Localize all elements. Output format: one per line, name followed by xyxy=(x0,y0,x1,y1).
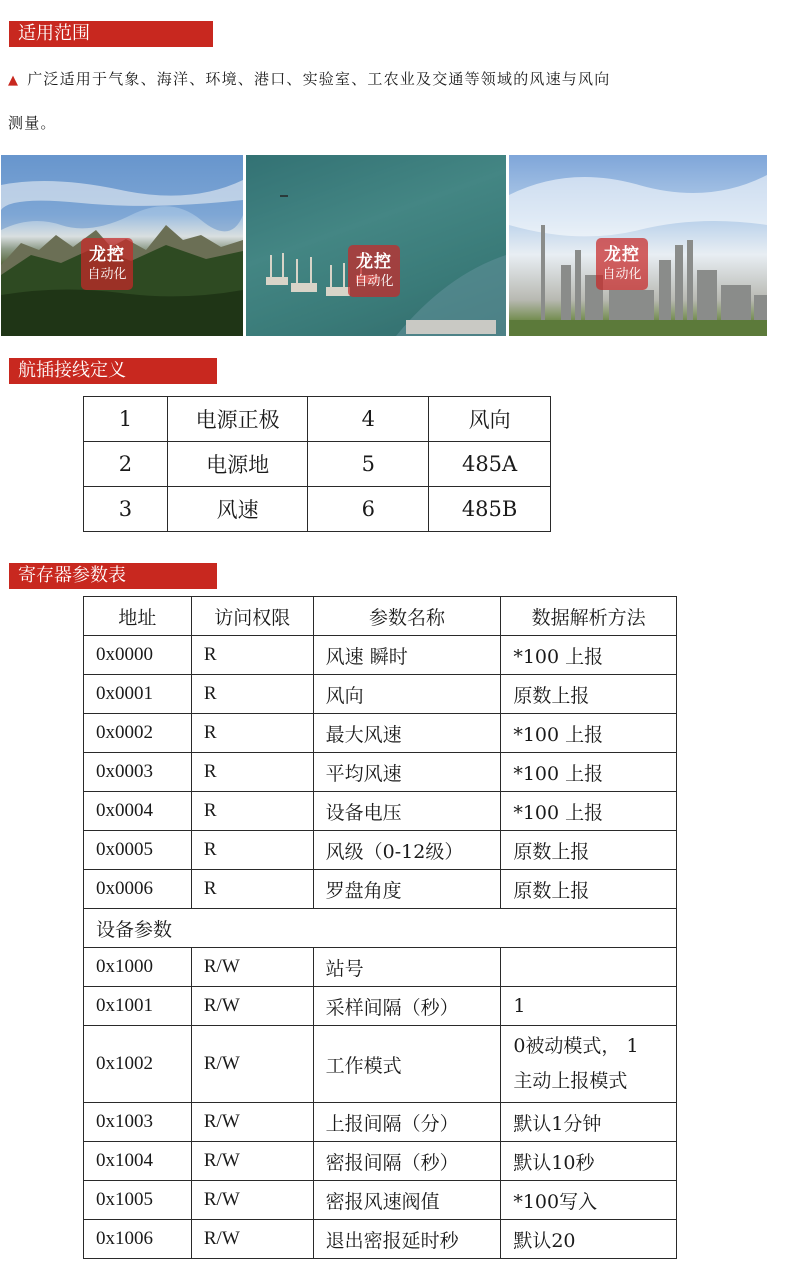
parse-method-line: 0被动模式， 1 xyxy=(513,1035,639,1057)
parameter-name-cell: 风级（0-12级） xyxy=(313,831,501,870)
table-row xyxy=(84,1181,677,1220)
parse-method-cell: 原数上报 xyxy=(501,675,677,714)
section-title-registers: 寄存器参数表 xyxy=(9,563,217,589)
watermark-line-1: 龙控 xyxy=(89,245,125,265)
address-cell: 0x0002 xyxy=(84,714,192,753)
parse-method-line: 主动上报模式 xyxy=(513,1070,628,1092)
address-cell: 0x1005 xyxy=(84,1181,192,1220)
table-row xyxy=(84,636,677,675)
parameter-name-cell: 退出密报延时秒 xyxy=(313,1220,501,1259)
table-header-row xyxy=(84,597,677,636)
parse-method-cell: *100 上报 xyxy=(501,636,677,675)
table-row xyxy=(84,397,551,442)
section-title-pins: 航插接线定义 xyxy=(9,358,217,384)
access-cell: R/W xyxy=(191,1220,313,1259)
table-row xyxy=(84,948,677,987)
table-cell: 1 xyxy=(84,397,168,442)
intro-line-1: 广泛适用于气象、海洋、环境、港口、实验室、工农业及交通等领域的风速与风向 xyxy=(27,70,611,88)
column-header: 参数名称 xyxy=(313,597,501,636)
address-cell: 0x1004 xyxy=(84,1142,192,1181)
parse-method-cell: *100写入 xyxy=(501,1181,677,1220)
access-cell: R xyxy=(191,675,313,714)
table-row xyxy=(84,753,677,792)
parse-method-cell: 原数上报 xyxy=(501,831,677,870)
parameter-name-cell: 密报风速阀值 xyxy=(313,1181,501,1220)
address-cell: 0x1000 xyxy=(84,948,192,987)
parameter-name-cell: 最大风速 xyxy=(313,714,501,753)
parse-method-cell: 默认1分钟 xyxy=(501,1103,677,1142)
table-cell: 6 xyxy=(308,487,429,532)
address-cell: 0x1002 xyxy=(84,1026,192,1103)
column-header: 地址 xyxy=(84,597,192,636)
watermark-line-2: 自动化 xyxy=(354,274,394,289)
table-row xyxy=(84,714,677,753)
parameter-name-cell: 密报间隔（秒） xyxy=(313,1142,501,1181)
address-cell: 0x0004 xyxy=(84,792,192,831)
access-cell: R xyxy=(191,831,313,870)
access-cell: R/W xyxy=(191,1142,313,1181)
parse-method-cell: *100 上报 xyxy=(501,792,677,831)
parse-method-cell: *100 上报 xyxy=(501,714,677,753)
address-cell: 0x0000 xyxy=(84,636,192,675)
table-cell: 4 xyxy=(308,397,429,442)
access-cell: R xyxy=(191,792,313,831)
table-row xyxy=(84,831,677,870)
parse-method-cell xyxy=(501,948,677,987)
section-title-scope: 适用范围 xyxy=(9,21,213,47)
address-cell: 0x0006 xyxy=(84,870,192,909)
watermark-line-2: 自动化 xyxy=(602,267,642,282)
red-triangle-icon: ▲ xyxy=(8,73,20,88)
watermark-line-1: 龙控 xyxy=(604,245,640,265)
address-cell: 0x0001 xyxy=(84,675,192,714)
access-cell: R xyxy=(191,636,313,675)
access-cell: R/W xyxy=(191,1026,313,1103)
address-cell: 0x1001 xyxy=(84,987,192,1026)
table-row xyxy=(84,870,677,909)
table-row xyxy=(84,792,677,831)
access-cell: R xyxy=(191,870,313,909)
table-cell: 2 xyxy=(84,442,168,487)
table-row xyxy=(84,1103,677,1142)
table-cell: 电源地 xyxy=(167,442,308,487)
parameter-name-cell: 罗盘角度 xyxy=(313,870,501,909)
table-cell: 风向 xyxy=(429,397,551,442)
parse-method-cell: *100 上报 xyxy=(501,753,677,792)
access-cell: R/W xyxy=(191,987,313,1026)
access-cell: R xyxy=(191,714,313,753)
access-cell: R/W xyxy=(191,1181,313,1220)
parameter-name-cell: 采样间隔（秒） xyxy=(313,987,501,1026)
watermark-line-2: 自动化 xyxy=(87,267,127,282)
table-row xyxy=(84,1220,677,1259)
parse-method-cell: 1 xyxy=(501,987,677,1026)
parse-method-cell xyxy=(501,1026,677,1103)
intro-line-2: 测量。 xyxy=(8,114,57,132)
table-row xyxy=(84,675,677,714)
watermark-logo xyxy=(348,245,400,297)
watermark-line-1: 龙控 xyxy=(356,252,392,272)
parse-method-cell: 默认10秒 xyxy=(501,1142,677,1181)
parameter-name-cell: 工作模式 xyxy=(313,1026,501,1103)
register-table xyxy=(83,596,677,1259)
address-cell: 0x0003 xyxy=(84,753,192,792)
parameter-name-cell: 站号 xyxy=(313,948,501,987)
table-row xyxy=(84,987,677,1026)
column-header: 数据解析方法 xyxy=(501,597,677,636)
access-cell: R/W xyxy=(191,948,313,987)
group-label: 设备参数 xyxy=(84,909,677,948)
intro-text xyxy=(8,68,778,135)
group-row xyxy=(84,909,677,948)
address-cell: 0x1003 xyxy=(84,1103,192,1142)
parameter-name-cell: 风向 xyxy=(313,675,501,714)
parameter-name-cell: 风速 瞬时 xyxy=(313,636,501,675)
address-cell: 0x1006 xyxy=(84,1220,192,1259)
access-cell: R xyxy=(191,753,313,792)
column-header: 访问权限 xyxy=(191,597,313,636)
table-row xyxy=(84,442,551,487)
watermark-logo xyxy=(596,238,648,290)
table-cell: 5 xyxy=(308,442,429,487)
table-row xyxy=(84,1026,677,1103)
table-cell: 3 xyxy=(84,487,168,532)
parameter-name-cell: 设备电压 xyxy=(313,792,501,831)
table-cell: 485A xyxy=(429,442,551,487)
parse-method-cell: 默认20 xyxy=(501,1220,677,1259)
table-row xyxy=(84,1142,677,1181)
address-cell: 0x0005 xyxy=(84,831,192,870)
access-cell: R/W xyxy=(191,1103,313,1142)
parameter-name-cell: 平均风速 xyxy=(313,753,501,792)
table-cell: 风速 xyxy=(167,487,308,532)
parse-method-cell: 原数上报 xyxy=(501,870,677,909)
table-cell: 485B xyxy=(429,487,551,532)
parameter-name-cell: 上报间隔（分） xyxy=(313,1103,501,1142)
pin-definition-table xyxy=(83,396,551,532)
table-cell: 电源正极 xyxy=(167,397,308,442)
watermark-logo xyxy=(81,238,133,290)
table-row xyxy=(84,487,551,532)
